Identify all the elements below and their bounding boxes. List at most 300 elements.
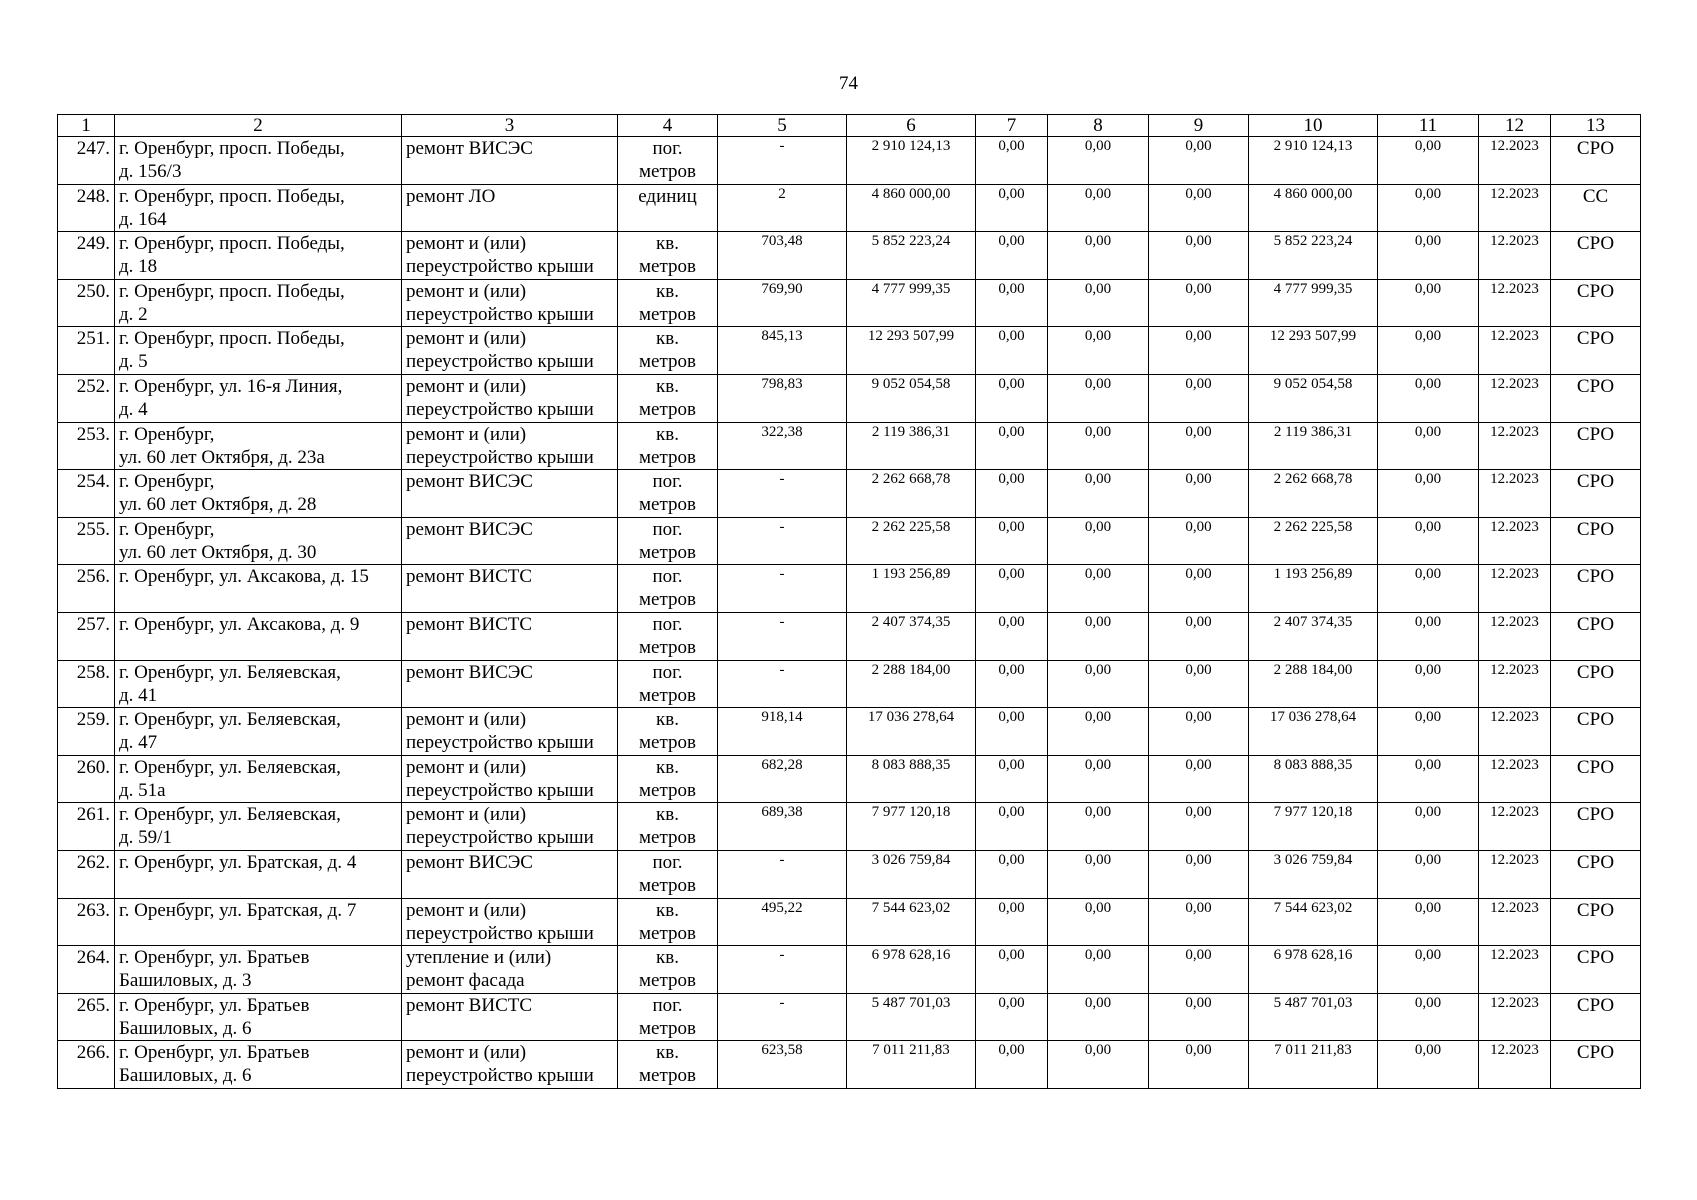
table-row [58, 137, 1641, 185]
quantity-cell: - [718, 137, 847, 185]
completion-date-cell: 12.2023 [1479, 850, 1551, 898]
value-cell: 0,00 [1149, 374, 1249, 422]
completion-date-cell: 12.2023 [1479, 1041, 1551, 1089]
completion-date-cell: 12.2023 [1479, 517, 1551, 565]
value-cell: 0,00 [1048, 184, 1149, 232]
unit-cell [618, 422, 718, 470]
unit-cell-line: метров [639, 636, 696, 658]
unit-cell [618, 993, 718, 1041]
address-cell [115, 137, 402, 185]
table-row [58, 898, 1641, 946]
address-cell-line: г. Оренбург, ул. 16-я Линия, [119, 375, 343, 397]
completion-date-cell: 12.2023 [1479, 232, 1551, 280]
fund-cost-cell: 3 026 759,84 [1249, 850, 1378, 898]
unit-cell-line: пог. [652, 994, 683, 1016]
address-cell [115, 1041, 402, 1089]
work-type-cell-line: переустройство крыши [406, 732, 594, 754]
completion-date-cell: 12.2023 [1479, 374, 1551, 422]
completion-date-cell: 12.2023 [1479, 279, 1551, 327]
value-cell: 0,00 [976, 660, 1048, 708]
value-cell: 0,00 [1149, 232, 1249, 280]
value-cell: 0,00 [1378, 565, 1479, 613]
value-cell: 0,00 [1149, 470, 1249, 518]
unit-cell-line: метров [639, 541, 696, 563]
total-cost-cell: 4 777 999,35 [847, 279, 976, 327]
value-cell: 0,00 [1378, 1041, 1479, 1089]
completion-date-cell: 12.2023 [1479, 993, 1551, 1041]
completion-date-cell: 12.2023 [1479, 137, 1551, 185]
fund-cost-cell: 5 852 223,24 [1249, 232, 1378, 280]
work-type-cell-line: ремонт ВИСЭС [406, 471, 533, 493]
value-cell: 0,00 [1378, 517, 1479, 565]
work-type-cell [402, 803, 618, 851]
address-cell-line: г. Оренбург, просп. Победы, [119, 280, 345, 302]
unit-cell-line: кв. [656, 709, 679, 731]
row-number: 249. [58, 232, 115, 280]
value-cell: 0,00 [1378, 708, 1479, 756]
value-cell: 0,00 [976, 993, 1048, 1041]
unit-cell-line: кв. [656, 756, 679, 778]
work-type-cell [402, 850, 618, 898]
work-type-cell [402, 898, 618, 946]
value-cell: 0,00 [1048, 422, 1149, 470]
unit-cell [618, 327, 718, 375]
value-cell: 0,00 [1048, 137, 1149, 185]
unit-cell-line: метров [639, 256, 696, 278]
fund-cost-cell: 7 544 623,02 [1249, 898, 1378, 946]
fund-code-cell: СС [1551, 184, 1641, 232]
total-cost-cell: 2 910 124,13 [847, 137, 976, 185]
work-type-cell-line: переустройство крыши [406, 827, 594, 849]
value-cell: 0,00 [1149, 898, 1249, 946]
value-cell: 0,00 [976, 327, 1048, 375]
value-cell: 0,00 [1378, 470, 1479, 518]
work-type-cell [402, 470, 618, 518]
unit-cell [618, 898, 718, 946]
work-type-cell-line: ремонт и (или) [406, 280, 527, 302]
work-type-cell-line: переустройство крыши [406, 779, 594, 801]
value-cell: 0,00 [1149, 1041, 1249, 1089]
value-cell: 0,00 [1149, 755, 1249, 803]
value-cell: 0,00 [976, 898, 1048, 946]
work-type-cell [402, 946, 618, 994]
table-row [58, 232, 1641, 280]
value-cell: 0,00 [1149, 850, 1249, 898]
work-type-cell-line: переустройство крыши [406, 398, 594, 420]
row-number: 248. [58, 184, 115, 232]
value-cell: 0,00 [976, 470, 1048, 518]
address-cell-line: г. Оренбург, просп. Победы, [119, 328, 345, 350]
address-cell-line: г. Оренбург, ул. Аксакова, д. 9 [119, 613, 360, 635]
table-row [58, 374, 1641, 422]
total-cost-cell: 1 193 256,89 [847, 565, 976, 613]
address-cell-line: д. 41 [119, 684, 158, 706]
value-cell: 0,00 [976, 232, 1048, 280]
work-type-cell-line: переустройство крыши [406, 256, 594, 278]
fund-code-cell: СРО [1551, 232, 1641, 280]
table-row [58, 803, 1641, 851]
address-cell [115, 279, 402, 327]
row-number: 250. [58, 279, 115, 327]
value-cell: 0,00 [1149, 327, 1249, 375]
value-cell: 0,00 [1048, 708, 1149, 756]
work-type-cell-line: утепление и (или) [406, 947, 552, 969]
unit-cell [618, 517, 718, 565]
work-type-cell-line: ремонт ВИСЭС [406, 518, 533, 540]
unit-cell-line: метров [639, 303, 696, 325]
column-header: 10 [1249, 115, 1378, 137]
column-header: 1 [58, 115, 115, 137]
fund-code-cell: СРО [1551, 279, 1641, 327]
address-cell [115, 993, 402, 1041]
unit-cell-line: пог. [652, 613, 683, 635]
work-type-cell-line: ремонт и (или) [406, 709, 527, 731]
quantity-cell: - [718, 850, 847, 898]
page-number: 74 [839, 73, 858, 94]
address-cell [115, 755, 402, 803]
value-cell: 0,00 [1378, 755, 1479, 803]
fund-cost-cell: 8 083 888,35 [1249, 755, 1378, 803]
fund-cost-cell: 2 119 386,31 [1249, 422, 1378, 470]
address-cell-line: г. Оренбург, ул. Аксакова, д. 15 [119, 566, 369, 588]
fund-cost-cell: 4 777 999,35 [1249, 279, 1378, 327]
address-cell-line: д. 47 [119, 732, 158, 754]
value-cell: 0,00 [976, 755, 1048, 803]
value-cell: 0,00 [1149, 946, 1249, 994]
work-type-cell-line: ремонт ЛО [406, 185, 496, 207]
work-type-cell-line: ремонт ВИСТС [406, 994, 533, 1016]
value-cell: 0,00 [1378, 898, 1479, 946]
work-type-cell-line: переустройство крыши [406, 351, 594, 373]
unit-cell-line: кв. [656, 375, 679, 397]
work-type-cell-line: ремонт ВИСЭС [406, 138, 533, 159]
table-row [58, 1041, 1641, 1089]
work-type-cell-line: ремонт ВИСЭС [406, 661, 533, 683]
column-header: 13 [1551, 115, 1641, 137]
address-cell-line: г. Оренбург, ул. Братская, д. 7 [119, 899, 357, 921]
address-cell-line: ул. 60 лет Октября, д. 23а [119, 446, 325, 468]
fund-code-cell: СРО [1551, 137, 1641, 185]
unit-cell-line: единиц [638, 185, 697, 207]
quantity-cell: 845,13 [718, 327, 847, 375]
address-cell-line: д. 5 [119, 351, 148, 373]
address-cell-line: ул. 60 лет Октября, д. 28 [119, 494, 317, 516]
quantity-cell: 769,90 [718, 279, 847, 327]
fund-cost-cell: 17 036 278,64 [1249, 708, 1378, 756]
total-cost-cell: 5 487 701,03 [847, 993, 976, 1041]
address-cell [115, 803, 402, 851]
table-row [58, 565, 1641, 613]
unit-cell-line: метров [639, 970, 696, 992]
quantity-cell: 2 [718, 184, 847, 232]
address-cell-line: Башиловых, д. 6 [119, 1065, 252, 1087]
unit-cell-line: пог. [652, 138, 683, 159]
address-cell [115, 374, 402, 422]
table-row [58, 279, 1641, 327]
value-cell: 0,00 [1149, 612, 1249, 660]
fund-cost-cell: 5 487 701,03 [1249, 993, 1378, 1041]
unit-cell [618, 755, 718, 803]
table-row [58, 850, 1641, 898]
fund-code-cell: СРО [1551, 708, 1641, 756]
address-cell-line: г. Оренбург, ул. Братьев [119, 1042, 310, 1064]
value-cell: 0,00 [1378, 850, 1479, 898]
unit-cell [618, 803, 718, 851]
work-type-cell [402, 184, 618, 232]
value-cell: 0,00 [1048, 946, 1149, 994]
fund-code-cell: СРО [1551, 422, 1641, 470]
total-cost-cell: 2 262 668,78 [847, 470, 976, 518]
address-cell-line: д. 59/1 [119, 827, 172, 849]
table-body [58, 137, 1641, 1089]
work-type-cell [402, 565, 618, 613]
work-type-cell-line: переустройство крыши [406, 303, 594, 325]
unit-cell [618, 708, 718, 756]
unit-cell-line: пог. [652, 566, 683, 588]
work-type-cell [402, 517, 618, 565]
value-cell: 0,00 [1378, 279, 1479, 327]
total-cost-cell: 9 052 054,58 [847, 374, 976, 422]
column-header: 9 [1149, 115, 1249, 137]
fund-code-cell: СРО [1551, 660, 1641, 708]
fund-cost-cell: 2 262 668,78 [1249, 470, 1378, 518]
unit-cell-line: кв. [656, 1042, 679, 1064]
value-cell: 0,00 [976, 612, 1048, 660]
total-cost-cell: 2 119 386,31 [847, 422, 976, 470]
fund-cost-cell: 6 978 628,16 [1249, 946, 1378, 994]
total-cost-cell: 5 852 223,24 [847, 232, 976, 280]
value-cell: 0,00 [976, 374, 1048, 422]
fund-code-cell: СРО [1551, 803, 1641, 851]
value-cell: 0,00 [1378, 803, 1479, 851]
address-cell-line: г. Оренбург, ул. Беляевская, [119, 804, 341, 826]
work-type-cell [402, 232, 618, 280]
quantity-cell: - [718, 660, 847, 708]
unit-cell [618, 279, 718, 327]
completion-date-cell: 12.2023 [1479, 470, 1551, 518]
unit-cell [618, 612, 718, 660]
unit-cell [618, 184, 718, 232]
column-number-row [58, 115, 1641, 137]
address-cell [115, 660, 402, 708]
quantity-cell: 623,58 [718, 1041, 847, 1089]
value-cell: 0,00 [1378, 327, 1479, 375]
value-cell: 0,00 [976, 422, 1048, 470]
unit-cell-line: метров [639, 398, 696, 420]
completion-date-cell: 12.2023 [1479, 184, 1551, 232]
value-cell: 0,00 [1048, 898, 1149, 946]
value-cell: 0,00 [976, 1041, 1048, 1089]
quantity-cell: 322,38 [718, 422, 847, 470]
column-header: 11 [1378, 115, 1479, 137]
work-type-cell-line: ремонт и (или) [406, 233, 527, 255]
work-type-cell-line: ремонт и (или) [406, 756, 527, 778]
table-row [58, 946, 1641, 994]
table-row [58, 327, 1641, 375]
row-number: 259. [58, 708, 115, 756]
fund-cost-cell: 2 288 184,00 [1249, 660, 1378, 708]
column-header: 5 [718, 115, 847, 137]
value-cell: 0,00 [1149, 517, 1249, 565]
value-cell: 0,00 [1048, 232, 1149, 280]
value-cell: 0,00 [1378, 232, 1479, 280]
unit-cell-line: метров [639, 351, 696, 373]
column-header: 8 [1048, 115, 1149, 137]
value-cell: 0,00 [976, 137, 1048, 185]
total-cost-cell: 2 407 374,35 [847, 612, 976, 660]
value-cell: 0,00 [1048, 850, 1149, 898]
column-header: 12 [1479, 115, 1551, 137]
fund-cost-cell: 1 193 256,89 [1249, 565, 1378, 613]
fund-cost-cell: 2 407 374,35 [1249, 612, 1378, 660]
value-cell: 0,00 [976, 279, 1048, 327]
value-cell: 0,00 [1378, 993, 1479, 1041]
value-cell: 0,00 [1378, 374, 1479, 422]
completion-date-cell: 12.2023 [1479, 803, 1551, 851]
quantity-cell: - [718, 946, 847, 994]
address-cell-line: г. Оренбург, [119, 518, 215, 540]
fund-cost-cell: 2 910 124,13 [1249, 137, 1378, 185]
completion-date-cell: 12.2023 [1479, 660, 1551, 708]
table-row [58, 755, 1641, 803]
address-cell-line: ул. 60 лет Октября, д. 30 [119, 541, 317, 563]
table-row [58, 422, 1641, 470]
value-cell: 0,00 [1048, 374, 1149, 422]
unit-cell-line: пог. [652, 661, 683, 683]
fund-cost-cell: 4 860 000,00 [1249, 184, 1378, 232]
fund-code-cell: СРО [1551, 470, 1641, 518]
address-cell [115, 850, 402, 898]
row-number: 261. [58, 803, 115, 851]
address-cell [115, 232, 402, 280]
value-cell: 0,00 [1149, 803, 1249, 851]
unit-cell [618, 137, 718, 185]
total-cost-cell: 6 978 628,16 [847, 946, 976, 994]
completion-date-cell: 12.2023 [1479, 327, 1551, 375]
address-cell-line: д. 4 [119, 398, 148, 420]
address-cell-line: Башиловых, д. 3 [119, 970, 252, 992]
work-type-cell-line: ремонт и (или) [406, 899, 527, 921]
unit-cell-line: метров [639, 494, 696, 516]
total-cost-cell: 7 544 623,02 [847, 898, 976, 946]
unit-cell [618, 232, 718, 280]
quantity-cell: 703,48 [718, 232, 847, 280]
unit-cell [618, 374, 718, 422]
quantity-cell: - [718, 517, 847, 565]
value-cell: 0,00 [1149, 565, 1249, 613]
row-number: 251. [58, 327, 115, 375]
fund-code-cell: СРО [1551, 374, 1641, 422]
total-cost-cell: 12 293 507,99 [847, 327, 976, 375]
value-cell: 0,00 [976, 184, 1048, 232]
table-row [58, 470, 1641, 518]
address-cell-line: г. Оренбург, просп. Победы, [119, 233, 345, 255]
total-cost-cell: 8 083 888,35 [847, 755, 976, 803]
fund-code-cell: СРО [1551, 993, 1641, 1041]
quantity-cell: 495,22 [718, 898, 847, 946]
unit-cell-line: метров [639, 684, 696, 706]
address-cell-line: г. Оренбург, [119, 471, 215, 493]
quantity-cell: 918,14 [718, 708, 847, 756]
work-type-cell-line: переустройство крыши [406, 1065, 594, 1087]
value-cell: 0,00 [1378, 422, 1479, 470]
column-header: 4 [618, 115, 718, 137]
value-cell: 0,00 [976, 803, 1048, 851]
unit-cell-line: кв. [656, 947, 679, 969]
row-number: 260. [58, 755, 115, 803]
work-type-cell-line: ремонт и (или) [406, 423, 527, 445]
address-cell [115, 184, 402, 232]
repair-program-table [57, 114, 1641, 1089]
fund-code-cell: СРО [1551, 850, 1641, 898]
address-cell-line: д. 156/3 [119, 161, 182, 182]
work-type-cell [402, 327, 618, 375]
value-cell: 0,00 [976, 946, 1048, 994]
unit-cell [618, 565, 718, 613]
unit-cell-line: метров [639, 874, 696, 896]
work-type-cell [402, 708, 618, 756]
value-cell: 0,00 [1378, 612, 1479, 660]
fund-cost-cell: 7 011 211,83 [1249, 1041, 1378, 1089]
unit-cell-line: кв. [656, 233, 679, 255]
value-cell: 0,00 [1048, 470, 1149, 518]
fund-code-cell: СРО [1551, 327, 1641, 375]
completion-date-cell: 12.2023 [1479, 565, 1551, 613]
unit-cell-line: кв. [656, 328, 679, 350]
address-cell-line: д. 2 [119, 303, 148, 325]
row-number: 254. [58, 470, 115, 518]
row-number: 264. [58, 946, 115, 994]
completion-date-cell: 12.2023 [1479, 898, 1551, 946]
unit-cell-line: метров [639, 1065, 696, 1087]
quantity-cell: - [718, 993, 847, 1041]
completion-date-cell: 12.2023 [1479, 755, 1551, 803]
address-cell [115, 612, 402, 660]
unit-cell-line: пог. [652, 471, 683, 493]
address-cell-line: г. Оренбург, ул. Братская, д. 4 [119, 851, 357, 873]
work-type-cell [402, 1041, 618, 1089]
total-cost-cell: 4 860 000,00 [847, 184, 976, 232]
value-cell: 0,00 [1149, 279, 1249, 327]
value-cell: 0,00 [1149, 708, 1249, 756]
address-cell-line: г. Оренбург, [119, 423, 215, 445]
address-cell [115, 898, 402, 946]
value-cell: 0,00 [1149, 137, 1249, 185]
row-number: 247. [58, 137, 115, 185]
quantity-cell: 798,83 [718, 374, 847, 422]
quantity-cell: - [718, 565, 847, 613]
value-cell: 0,00 [1048, 755, 1149, 803]
work-type-cell-line: ремонт фасада [406, 970, 525, 992]
value-cell: 0,00 [1149, 422, 1249, 470]
table-row [58, 612, 1641, 660]
work-type-cell-line: ремонт ВИСТС [406, 613, 533, 635]
value-cell: 0,00 [1149, 660, 1249, 708]
fund-code-cell: СРО [1551, 517, 1641, 565]
row-number: 257. [58, 612, 115, 660]
fund-cost-cell: 2 262 225,58 [1249, 517, 1378, 565]
value-cell: 0,00 [1149, 184, 1249, 232]
address-cell-line: г. Оренбург, ул. Братьев [119, 994, 310, 1016]
row-number: 263. [58, 898, 115, 946]
value-cell: 0,00 [1048, 612, 1149, 660]
fund-cost-cell: 7 977 120,18 [1249, 803, 1378, 851]
unit-cell-line: метров [639, 1017, 696, 1039]
address-cell-line: г. Оренбург, просп. Победы, [119, 185, 345, 207]
work-type-cell [402, 279, 618, 327]
fund-code-cell: СРО [1551, 612, 1641, 660]
value-cell: 0,00 [1048, 279, 1149, 327]
